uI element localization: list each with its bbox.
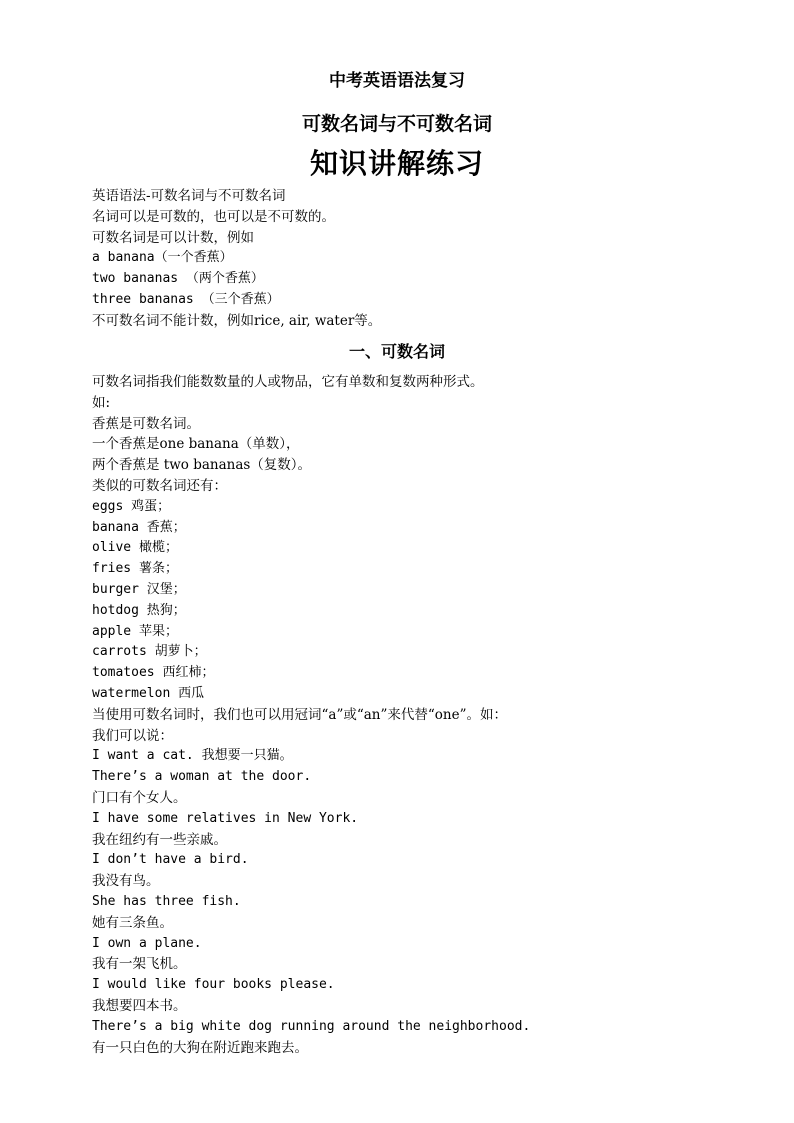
vocab-line: fries 薯条； (92, 561, 178, 577)
doc-subtitle: 可数名词与不可数名词 (301, 113, 492, 135)
vocab-line: burger 汉堡； (92, 581, 186, 597)
vocab-line: eggs 鸡蛋； (92, 498, 171, 514)
vocab-line: tomatoes 西红柿； (92, 665, 215, 681)
intro-block (92, 186, 732, 332)
intro-line: 名词可以是可数的，也可以是不可数的。 (92, 208, 335, 225)
body-line: 我们可以说： (92, 727, 173, 744)
example-sentence: She has three fish. (92, 893, 241, 909)
example-sentence: There’s a big white dog running around the neighborhood. (92, 1018, 531, 1034)
vocab-line: carrots 胡萝卜； (92, 644, 207, 660)
section1-body (92, 372, 732, 1058)
intro-line: two bananas （两个香蕉） (92, 271, 264, 287)
example-sentence: I own a plane. (92, 935, 202, 951)
example-translation: 她有三条鱼。 (92, 914, 173, 931)
example-translation: 我没有鸟。 (92, 873, 160, 890)
example-translation: 我想要四本书。 (92, 997, 187, 1014)
example-translation: 我在纽约有一些亲戚。 (92, 831, 227, 848)
example-sentence: I want a cat. 我想要一只猫。 (92, 748, 293, 764)
doc-title: 中考英语语法复习 (329, 71, 465, 91)
intro-line: three bananas （三个香蕉） (92, 291, 280, 307)
intro-line: 可数名词是可以计数，例如 (92, 229, 254, 246)
body-line: 一个香蕉是one banana（单数）， (92, 436, 300, 453)
vocab-line: banana 香蕉； (92, 519, 186, 535)
body-line: 两个香蕉是 two bananas（复数）。 (92, 457, 312, 474)
vocab-line: watermelon 西瓜 (92, 685, 205, 701)
vocab-line: hotdog 热狗； (92, 602, 186, 618)
vocab-line: olive 橄榄； (92, 540, 178, 556)
section-heading: 一、可数名词 (348, 342, 445, 361)
doc-main-heading: 知识讲解练习 (309, 147, 484, 180)
example-sentence: There’s a woman at the door. (92, 769, 312, 785)
example-sentence: I would like four books please. (92, 977, 335, 993)
example-sentence: I have some relatives in New York. (92, 810, 359, 826)
intro-line: a banana（一个香蕉） (92, 250, 233, 266)
intro-line: 不可数名词不能计数，例如rice, air, water等。 (92, 312, 382, 329)
vocab-line: apple 苹果； (92, 623, 178, 639)
example-translation: 我有一架飞机。 (92, 956, 187, 973)
intro-line: 英语语法-可数名词与不可数名词 (92, 188, 286, 204)
body-line: 当使用可数名词时，我们也可以用冠词“a”或“an”来代替“one”。如： (92, 706, 508, 723)
body-line: 香蕉是可数名词。 (92, 415, 200, 432)
example-sentence: I don’t have a bird. (92, 852, 249, 868)
example-translation: 有一只白色的大狗在附近跑来跑去。 (92, 1039, 308, 1056)
body-line: 类似的可数名词还有： (92, 477, 227, 494)
body-line: 可数名词指我们能数数量的人或物品，它有单数和复数两种形式。 (92, 374, 484, 390)
body-line: 如: (92, 394, 111, 411)
example-translation: 门口有个女人。 (92, 789, 187, 806)
